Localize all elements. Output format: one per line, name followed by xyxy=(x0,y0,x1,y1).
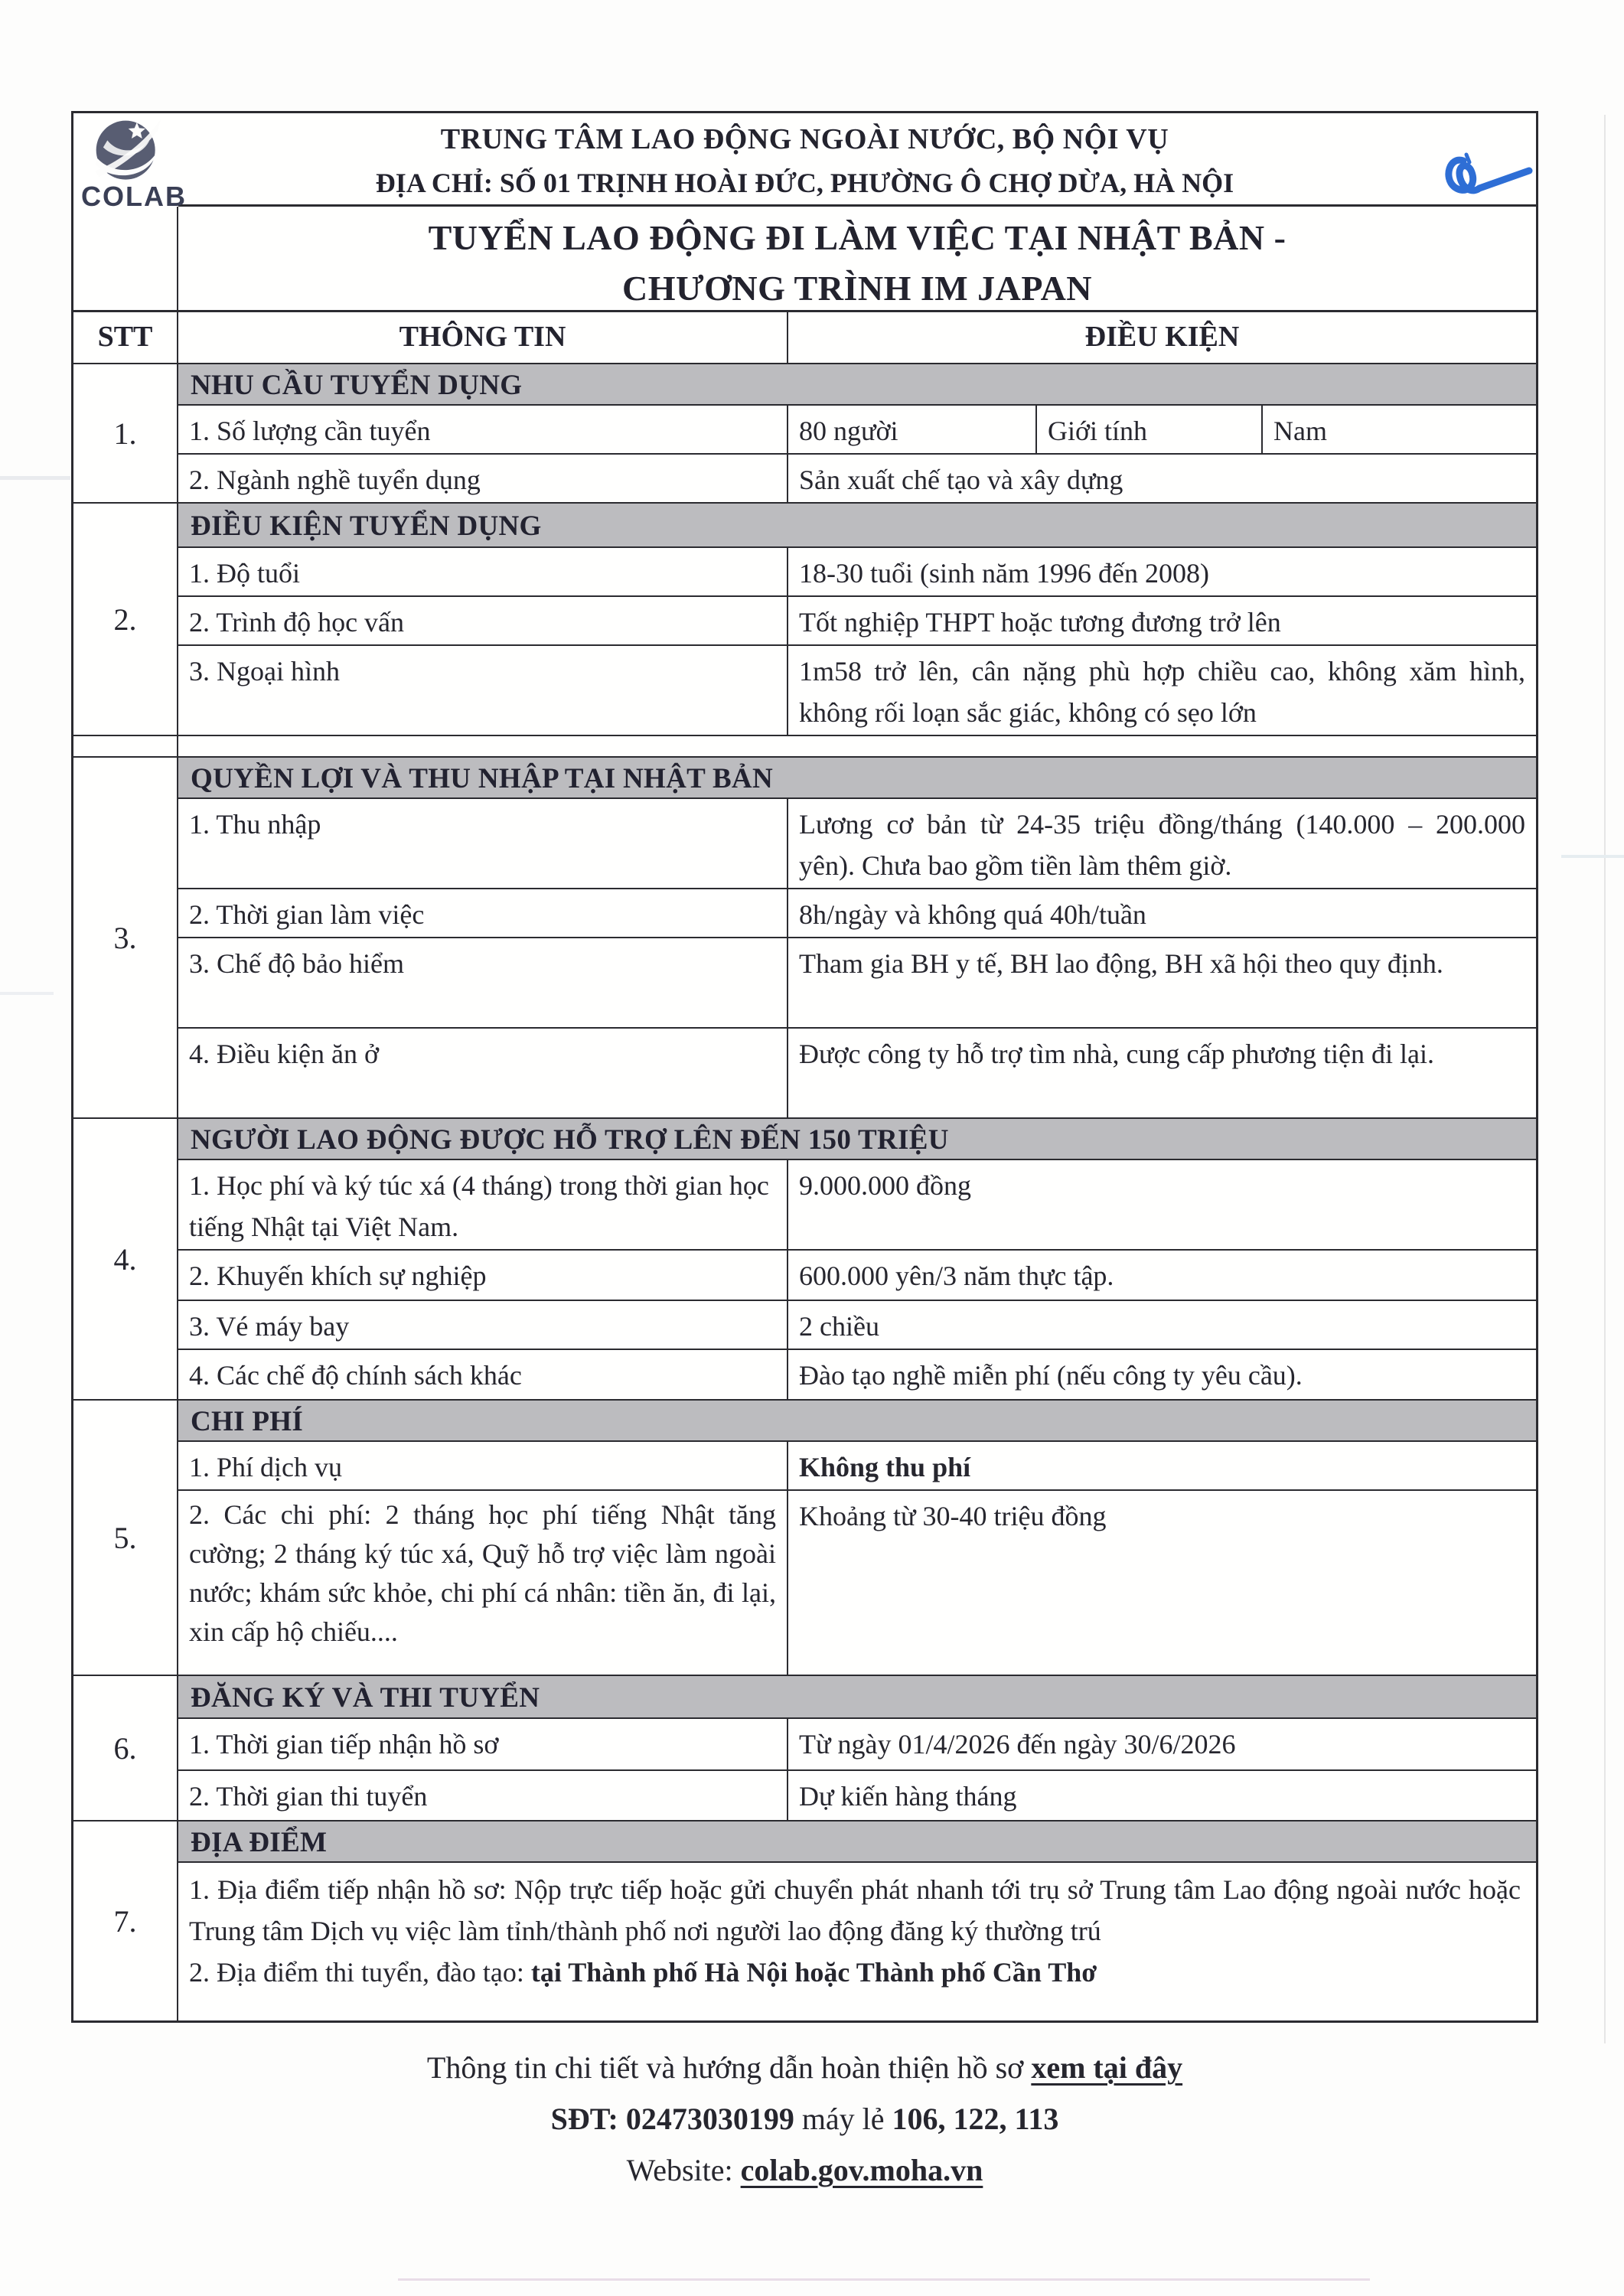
section-7 xyxy=(73,1821,1536,2020)
gender-label-cell: Giới tính xyxy=(1037,406,1263,453)
doc-title-line1: TUYỂN LAO ĐỘNG ĐI LÀM VIỆC TẠI NHẬT BẢN - xyxy=(428,218,1286,257)
col-header-stt: STT xyxy=(73,312,178,363)
section-2 xyxy=(73,504,1536,736)
row-label: 4. Điều kiện ăn ở xyxy=(178,1029,788,1117)
row-label: 3. Ngoại hình xyxy=(178,646,788,735)
row-label: 1. Độ tuổi xyxy=(178,548,788,595)
footer-info xyxy=(71,2050,1538,2086)
row-label: 2. Ngành nghề tuyển dụng xyxy=(178,455,788,502)
row-value: 1m58 trở lên, cân nặng phù hợp chiều cao, không xăm hình, không rối loạn sắc giác, không có sẹo lớn xyxy=(799,656,1525,728)
gender-value-cell: Nam xyxy=(1273,416,1327,446)
table-row xyxy=(178,1719,1536,1771)
recruitment-table xyxy=(71,111,1538,2023)
row-label: 1. Số lượng cần tuyển xyxy=(178,406,788,453)
location-cell xyxy=(178,1863,1536,2020)
table-row xyxy=(178,1160,1536,1251)
footer-website xyxy=(71,2152,1538,2188)
phone-ext-label: máy lẻ xyxy=(794,2102,892,2136)
table-row xyxy=(178,889,1536,938)
section-3 xyxy=(73,758,1536,1119)
stt-number: 6. xyxy=(73,1676,178,1820)
phone-label: SĐT: xyxy=(550,2102,626,2136)
row-value: Từ ngày 01/4/2026 đến ngày 30/6/2026 xyxy=(799,1729,1236,1760)
spacer-body xyxy=(178,736,1536,756)
scan-artifact-bottom-line xyxy=(398,2278,1370,2281)
row-label: 3. Vé máy bay xyxy=(178,1301,788,1349)
scan-artifact-smudge xyxy=(0,476,70,480)
logo-wordmark: COLAB xyxy=(81,181,187,212)
section-6 xyxy=(73,1676,1536,1821)
org-address: ĐỊA CHỈ: SỐ 01 TRỊNH HOÀI ĐỨC, PHƯỜNG Ô CHỢ DỪA, HÀ NỘI xyxy=(375,168,1234,198)
row-value: Tham gia BH y tế, BH lao động, BH xã hội theo quy định. xyxy=(799,948,1443,979)
stt-number: 3. xyxy=(73,758,178,1117)
footer-phone xyxy=(71,2101,1538,2137)
section-band: QUYỀN LỢI VÀ THU NHẬP TẠI NHẬT BẢN xyxy=(178,758,1536,799)
location-p2-cities: tại Thành phố Hà Nội hoặc Thành phố Cần Thơ xyxy=(530,1957,1097,1988)
section-band: NHU CẦU TUYỂN DỤNG xyxy=(178,364,1536,406)
row-label: 2. Khuyến khích sự nghiệp xyxy=(178,1251,788,1300)
row-value: Khoảng từ 30-40 triệu đồng xyxy=(799,1501,1107,1531)
row-value: Lương cơ bản từ 24-35 triệu đồng/tháng (140.000 – 200.000 yên). Chưa bao gồm tiền làm thêm giờ. xyxy=(799,809,1525,881)
row-label: 3. Chế độ bảo hiểm xyxy=(178,938,788,1027)
title-left-spacer xyxy=(73,207,178,310)
table-row xyxy=(178,1442,1536,1491)
row-value: Đào tạo nghề miễn phí (nếu công ty yêu cầu). xyxy=(799,1360,1303,1391)
row-label: 2. Trình độ học vấn xyxy=(178,597,788,644)
table-row xyxy=(178,1350,1536,1399)
section-5 xyxy=(73,1401,1536,1676)
location-p2-prefix: 2. Địa điểm thi tuyển, đào tạo: xyxy=(189,1957,531,1988)
row-value: Được công ty hỗ trợ tìm nhà, cung cấp phương tiện đi lại. xyxy=(799,1039,1434,1069)
table-row xyxy=(178,646,1536,735)
table-row xyxy=(178,406,1536,455)
row-value: 18-30 tuổi (sinh năm 1996 đến 2008) xyxy=(799,558,1209,589)
location-paragraph-1: 1. Địa điểm tiếp nhận hồ sơ: Nộp trực tiếp hoặc gửi chuyển phát nhanh tới trụ sở Trung tâm Lao động ngoài nước hoặc Trung tâm Dịch vụ việc làm tỉnh/thành phố nơi người lao động đăng ký thường trú xyxy=(189,1874,1521,1946)
spacer-stt xyxy=(73,736,178,756)
table-row xyxy=(178,1029,1536,1117)
row-label: 2. Thời gian thi tuyển xyxy=(178,1771,788,1820)
title-row xyxy=(73,207,1536,312)
table-row xyxy=(178,1301,1536,1350)
row-label: 1. Thu nhập xyxy=(178,799,788,888)
row-label: 1. Học phí và ký túc xá (4 tháng) trong thời gian học tiếng Nhật tại Việt Nam. xyxy=(178,1160,788,1249)
section-4 xyxy=(73,1119,1536,1401)
phone-number: 02473030199 xyxy=(625,2102,794,2136)
document-header xyxy=(73,113,1536,207)
footer-info-link: xem tại đây xyxy=(1031,2050,1183,2085)
document-footer xyxy=(71,2050,1538,2203)
row-value: 600.000 yên/3 năm thực tập. xyxy=(799,1261,1114,1291)
scan-artifact-smudge xyxy=(0,992,54,995)
header-divider xyxy=(178,204,1536,207)
table-row xyxy=(178,1491,1536,1675)
org-name: TRUNG TÂM LAO ĐỘNG NGOÀI NƯỚC, BỘ NỘI VỤ xyxy=(440,123,1169,155)
doc-title xyxy=(178,207,1536,310)
table-row xyxy=(178,1863,1536,2020)
table-row xyxy=(178,548,1536,597)
row-label: 1. Thời gian tiếp nhận hồ sơ xyxy=(178,1719,788,1769)
row-label: 2. Các chi phí: 2 tháng học phí tiếng Nhật tăng cường; 2 tháng ký túc xá, Quỹ hỗ trợ việc làm ngoài nước; khám sức khỏe, chi phí cá nhân: tiền ăn, đi lại, xin cấp hộ chiếu.... xyxy=(178,1491,788,1675)
website-label: Website: xyxy=(626,2153,741,2187)
row-label: 2. Thời gian làm việc xyxy=(178,889,788,937)
website-link: colab.gov.moha.vn xyxy=(740,2153,983,2187)
location-paragraph-2 xyxy=(189,1952,1521,1993)
table-row xyxy=(178,799,1536,889)
section-band: NGƯỜI LAO ĐỘNG ĐƯỢC HỖ TRỢ LÊN ĐẾN 150 TRIỆU xyxy=(178,1119,1536,1160)
spacer-row xyxy=(73,736,1536,758)
table-row xyxy=(178,455,1536,502)
row-label: 1. Phí dịch vụ xyxy=(178,1442,788,1489)
row-value: 80 người xyxy=(788,406,1037,453)
stt-number: 5. xyxy=(73,1401,178,1675)
colab-logo xyxy=(80,118,252,212)
stt-number: 7. xyxy=(73,1821,178,2020)
row-value: 9.000.000 đồng xyxy=(799,1170,971,1201)
section-1 xyxy=(73,364,1536,504)
scan-artifact-smudge xyxy=(1561,855,1624,858)
section-band: CHI PHÍ xyxy=(178,1401,1536,1442)
section-band: ĐIỀU KIỆN TUYỂN DỤNG xyxy=(178,504,1536,548)
doc-title-line2: CHƯƠNG TRÌNH IM JAPAN xyxy=(621,268,1093,308)
row-value: Dự kiến hàng tháng xyxy=(799,1781,1017,1812)
table-row xyxy=(178,938,1536,1029)
row-value: Sản xuất chế tạo và xây dựng xyxy=(799,465,1123,495)
stt-number: 1. xyxy=(73,364,178,502)
section-band: ĐỊA ĐIỂM xyxy=(178,1821,1536,1863)
table-row xyxy=(178,1771,1536,1820)
row-value: 8h/ngày và không quá 40h/tuần xyxy=(799,899,1146,930)
col-header-info: THÔNG TIN xyxy=(178,312,788,363)
row-value: 2 chiều xyxy=(799,1311,879,1342)
table-row xyxy=(178,597,1536,646)
row-value: Không thu phí xyxy=(799,1452,971,1482)
footer-info-text: Thông tin chi tiết và hướng dẫn hoàn thiện hồ sơ xyxy=(426,2050,1032,2085)
stt-number: 4. xyxy=(73,1119,178,1399)
stt-number: 2. xyxy=(73,504,178,735)
col-header-condition: ĐIỀU KIỆN xyxy=(1084,321,1240,353)
section-band: ĐĂNG KÝ VÀ THI TUYỂN xyxy=(178,1676,1536,1719)
colab-logo-globe xyxy=(92,118,162,185)
table-row xyxy=(178,1251,1536,1301)
pen-mark-icon xyxy=(1437,150,1538,214)
row-label: 4. Các chế độ chính sách khác xyxy=(178,1350,788,1399)
phone-ext: 106, 122, 113 xyxy=(892,2102,1059,2136)
scan-artifact-vertical-line xyxy=(1604,115,1606,2043)
column-header-row xyxy=(73,312,1536,364)
row-value: Tốt nghiệp THPT hoặc tương đương trở lên xyxy=(799,607,1281,638)
